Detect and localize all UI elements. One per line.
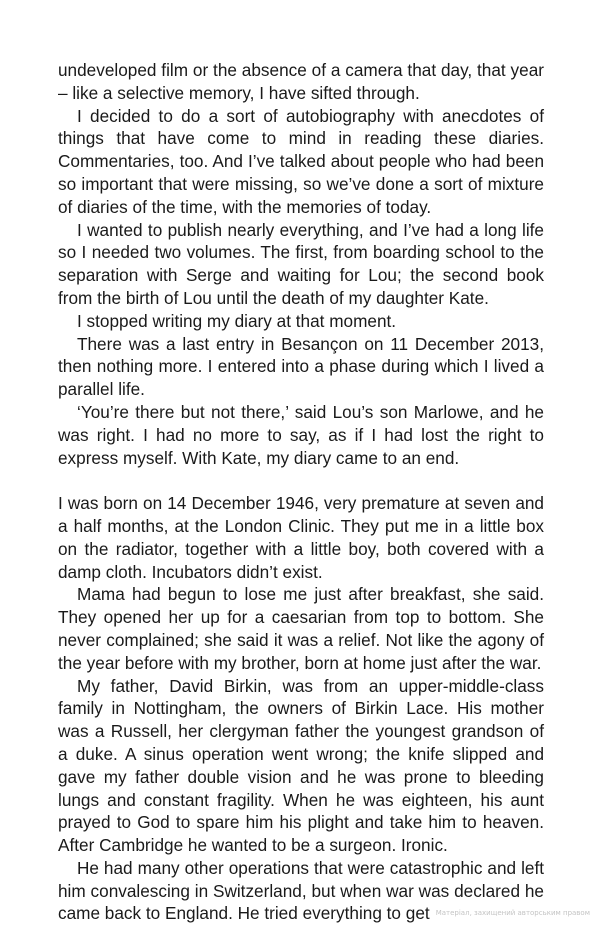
paragraph: I decided to do a sort of autobiography with anecdotes of things that have come to mind in reading these diaries. Commentaries, too. And I’ve talked about people who had been so important that were missing, so we’ve done a sort of mixture of diaries of the time, with the memories of today. [58, 105, 544, 217]
paragraph: There was a last entry in Besançon on 11 December 2013, then nothing more. I entered into a phase during which I lived a parallel life. [58, 333, 544, 400]
paragraph: I stopped writing my diary at that moment. [77, 310, 397, 331]
paragraph: ‘You’re there but not there,’ said Lou’s son Marlowe, and he was right. I had no more to say, as if I had lost the right to express myself. With Kate, my diary came to an end. [58, 401, 544, 468]
paragraph-section-start: I was born on 14 December 1946, very premature at seven and a half months, at the London Clinic. They put me in a little box on the radiator, together with a little boy, both covered with a damp cloth. Incubators didn’t exist. [58, 493, 544, 582]
copyright-watermark: Матеріал, захищений авторським правом [435, 909, 590, 917]
book-page-text [58, 59, 544, 925]
paragraph: He had many other operations that were catastrophic and left him convalescing in Switzerland, but when war was declared he came back to England. He tried everything to get [58, 857, 544, 924]
paragraph: My father, David Birkin, was from an upper-middle-class family in Nottingham, the owners of Birkin Lace. His mother was a Russell, her clergyman father the youngest grandson of a duke. A sinus operation went wrong; the knife slipped and gave my father double vision and he was prone to bleeding lungs and constant fragility. When he was eighteen, his aunt prayed to God to spare him his plight and take him to heaven. After Cambridge he wanted to be a surgeon. Ironic. [58, 675, 544, 856]
paragraph: I wanted to publish nearly everything, and I’ve had a long life so I needed two volumes. The first, from boarding school to the separation with Serge and waiting for Lou; the second book from the birth of Lou until the death of my daughter Kate. [58, 219, 544, 308]
paragraph: Mama had begun to lose me just after breakfast, she said. They opened her up for a caesarian from top to bottom. She never complained; she said it was a relief. Not like the agony of the year before with my brother, born at home just after the war. [58, 584, 544, 673]
paragraph: undeveloped film or the absence of a camera that day, that year – like a selective memory, I have sifted through. [58, 60, 544, 103]
